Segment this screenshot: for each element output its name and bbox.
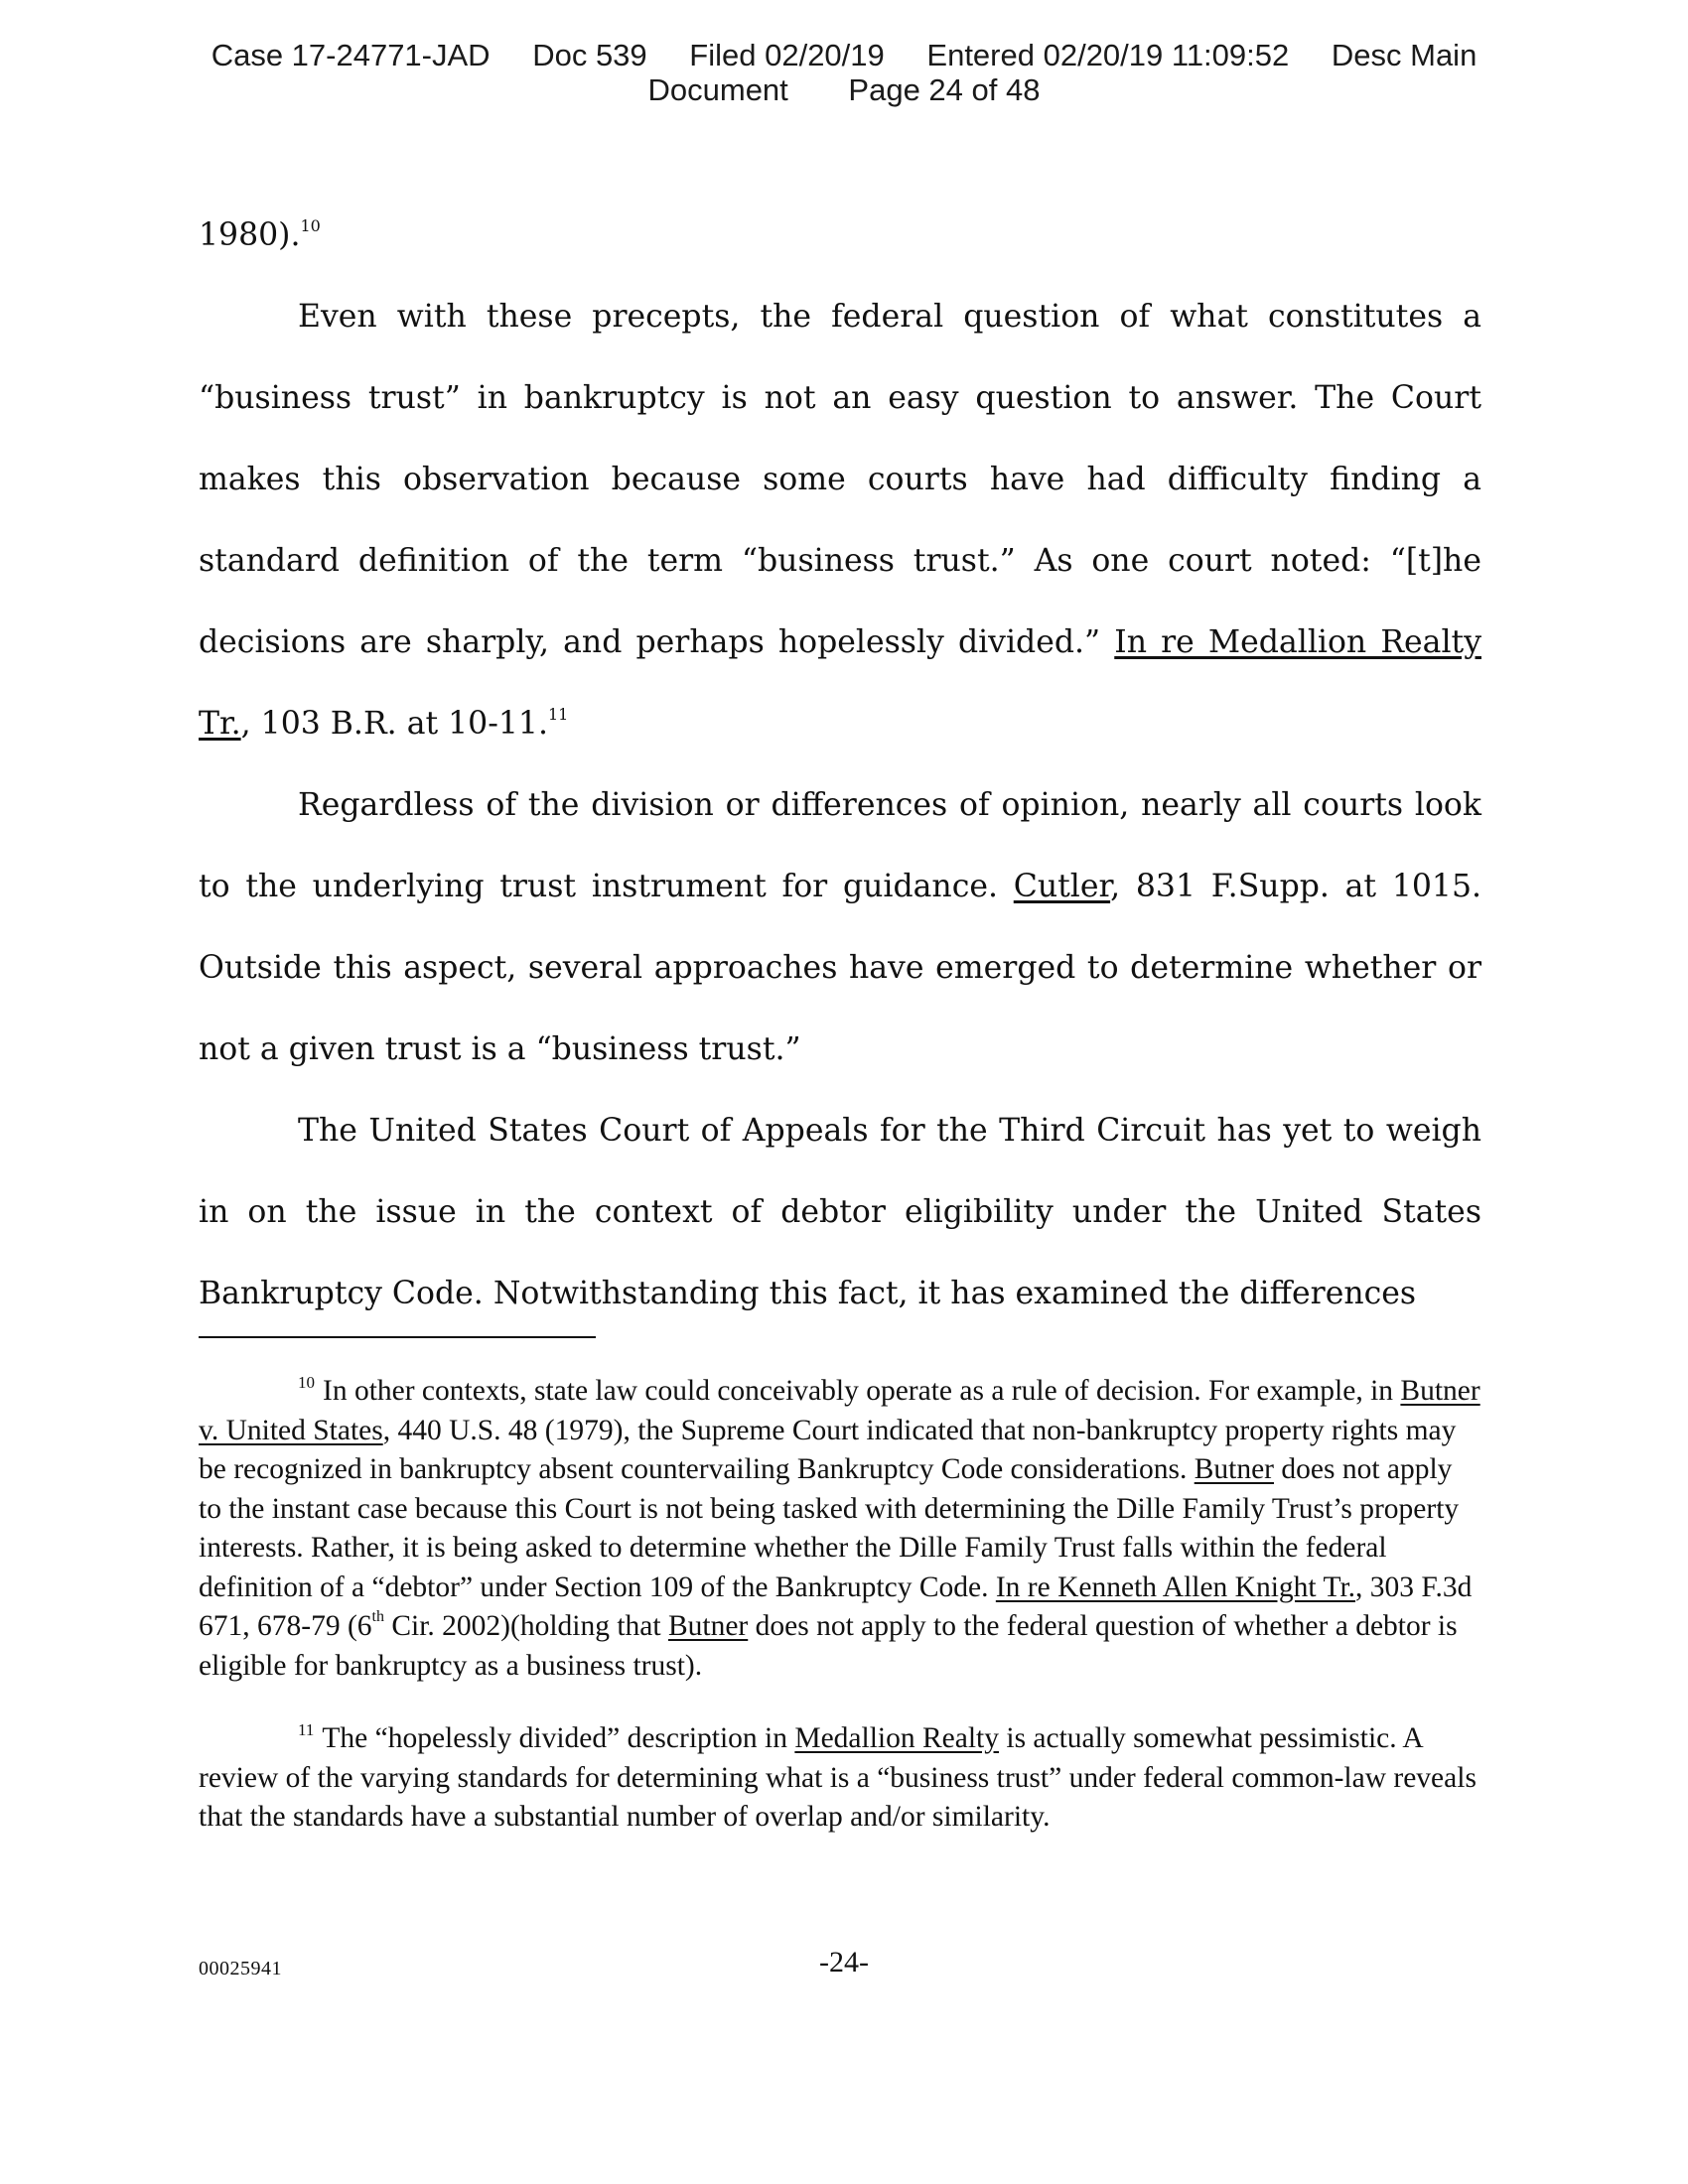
footnote-10-mark: 10 [298,1373,315,1392]
document-label: Document [647,72,788,107]
footnote-11: $^{11}$ The “hopelessly divided” description in Medallion Realty is actually somewhat pessimistic. A review of the varying standards for determining what is a “business trust” under federal common-law reveals that the standards have a substantial number of overlap and/or similarity. [199,1720,1477,1833]
footnotes [199,1372,1481,1871]
paragraph-business-trust-question: Even with these precepts, the federal question of what constitutes a “business trust” in bankruptcy is not an easy question to answer. The Court makes this observation because some courts have had difficulty finding a standard definition of the term “business trust.” As one court noted: “[t]he decisions are sharply, and perhaps hopelessly divided.” In re Medallion Realty Tr., 103 B.R. at 10-11.11 [199,299,1481,742]
paragraph-trust-instrument: Regardless of the division or differences of opinion, nearly all courts look to the underlying trust instrument for guidance. Cutler, 831 F.Supp. at 1015. Outside this aspect, several approaches have emerged to determine whether or not a given trust is a “business trust.” [199,787,1481,1067]
entered-date: Entered 02/20/19 11:09:52 [926,38,1290,72]
citation-butner: Butner [667,1610,749,1642]
citation-butner: Butner [1194,1453,1274,1485]
footnote-11-mark: 11 [298,1720,315,1739]
doc-number: Doc 539 [532,38,647,72]
page-number: -24- [819,1946,869,1979]
citation-medallion-realty: In re Medallion Realty Tr. [199,624,1481,742]
citation-butner-v-united-states: Butner v. United States [199,1375,1480,1446]
citation-cutler: Cutler [1013,869,1111,904]
citation-medallion-realty: Medallion Realty [794,1722,999,1754]
case-number: Case 17-24771-JAD [211,38,491,72]
desc-main: Desc Main [1331,38,1477,72]
body-text [199,195,1481,1334]
footnote-10: $^{10}$ In other contexts, state law could conceivably operate as a rule of decision. For example, in Butner v. United States, 440 U.S. 48 (1979), the Supreme Court indicated that non-bankruptcy property rights may be recognized in bankruptcy absent countervailing Bankruptcy Code considerations. Butner does not apply to the instant case because this Court is not being tasked with determining the Dille Family Trust’s property interests. Rather, it is being asked to determine whether the Dille Family Trust falls within the federal definition of a “debtor” under Section 109 of the Bankruptcy Code. In re Kenneth Allen Knight Tr., 303 F.3d 671, 678-79 (6th Cir. 2002)(holding that Butner does not apply to the federal question of whether a debtor is eligible for bankruptcy as a business trust). [199,1373,1480,1682]
footnote-ref-11: 11 [547,705,569,724]
document-id: 00025941 [199,1958,282,1979]
footnote-separator [199,1336,596,1338]
header-line-2 [0,72,1688,107]
page-indicator: Page 24 of 48 [848,72,1041,107]
paragraph-continuation: 1980).$^{10}$ [199,216,321,253]
citation-kenneth-allen-knight: In re Kenneth Allen Knight Tr. [995,1570,1356,1603]
filed-date: Filed 02/20/19 [689,38,885,72]
paragraph-third-circuit: The United States Court of Appeals for the Third Circuit has yet to weigh in on the issue in the context of debtor eligibility under the United States Bankruptcy Code. Notwithstanding this fact, it has examined the differences [199,1113,1481,1311]
court-filing-header [0,38,1688,107]
footnote-ref-10: 10 [300,216,321,235]
header-line-1 [0,38,1688,72]
